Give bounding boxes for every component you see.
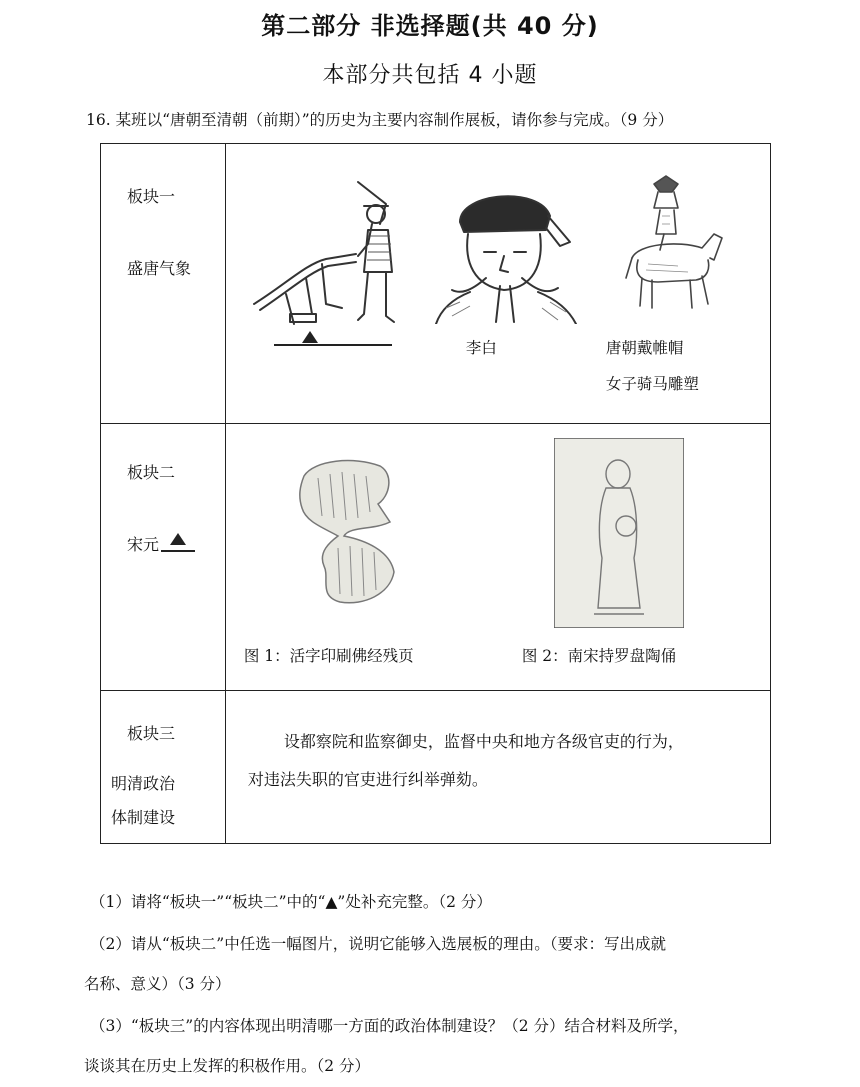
exhibition-board-table: [100, 143, 771, 844]
section-title: 第二部分 非选择题(共 40 分): [261, 12, 599, 40]
board-row-1-label-cell: [101, 144, 226, 424]
board-1-theme: 盛唐气象: [127, 259, 192, 278]
board-row-2-label-cell: [101, 424, 226, 691]
subquestion-2-line-1: （2）请从“板块二”中任选一幅图片，说明它能够入选展板的理由。（要求：写出成就: [90, 935, 666, 953]
board-row-2: [101, 424, 771, 691]
board-1-title: 板块一: [127, 187, 176, 206]
board-row-3-label-cell: [101, 691, 226, 844]
board-row-1-content-cell: [225, 144, 770, 424]
board-2-theme-prefix: 宋元: [127, 535, 160, 554]
board-2-theme: [127, 532, 195, 556]
board-2-theme-blank: [161, 531, 195, 552]
li-bai-portrait: [430, 182, 580, 324]
board-row-3: [101, 691, 771, 844]
figure-1-caption: 图 1：活字印刷佛经残页: [243, 647, 414, 665]
plowing-farmer-illustration: [246, 174, 406, 354]
board-3-theme-line-1: 明清政治: [111, 774, 176, 793]
tang-horse-rider-statue: [618, 174, 728, 314]
subquestion-1: （1）请将“板块一”“板块二”中的“▲”处补充完整。（2 分）: [90, 893, 492, 911]
figure-2-caption: 图 2：南宋持罗盘陶俑: [521, 647, 677, 665]
board-2-title: 板块二: [127, 463, 176, 482]
li-bai-caption: 李白: [465, 339, 497, 357]
blank-triangle-marker-icon: [170, 533, 186, 545]
blank-triangle-marker-icon: [302, 328, 318, 347]
board-3-text-line-2: 对违法失职的官吏进行纠举弹劾。: [247, 770, 488, 789]
subquestion-2-line-2: 名称、意义）（3 分）: [84, 975, 231, 993]
board-row-2-content-cell: [225, 424, 770, 691]
question-16-stem: 16. 某班以“唐朝至清朝（前期）”的历史为主要内容制作展板，请你参与完成。（9 分）: [86, 111, 674, 129]
board-3-text-line-1: 设都察院和监察御史，监督中央和地方各级官吏的行为，: [283, 732, 684, 751]
subquestion-3-line-2: 谈谈其在历史上发挥的积极作用。（2 分）: [84, 1057, 371, 1075]
statue-caption-line-1: 唐朝戴帷帽: [605, 339, 684, 357]
plow-name-blank-line: [274, 344, 392, 346]
subquestion-3-line-1: （3）“板块三”的内容体现出明清哪一方面的政治体制建设？（2 分）结合材料及所学，: [90, 1017, 689, 1035]
board-3-title: 板块三: [127, 724, 176, 743]
movable-type-sutra-fragment-image: [294, 456, 404, 608]
board-row-1: [101, 144, 771, 424]
statue-caption-line-2: 女子骑马雕塑: [605, 375, 699, 393]
board-row-3-content-cell: [225, 691, 770, 844]
board-3-theme-line-2: 体制建设: [111, 808, 176, 827]
southern-song-compass-figurine-image: [554, 438, 684, 628]
section-subtitle: 本部分共包括 4 小题: [322, 63, 538, 88]
